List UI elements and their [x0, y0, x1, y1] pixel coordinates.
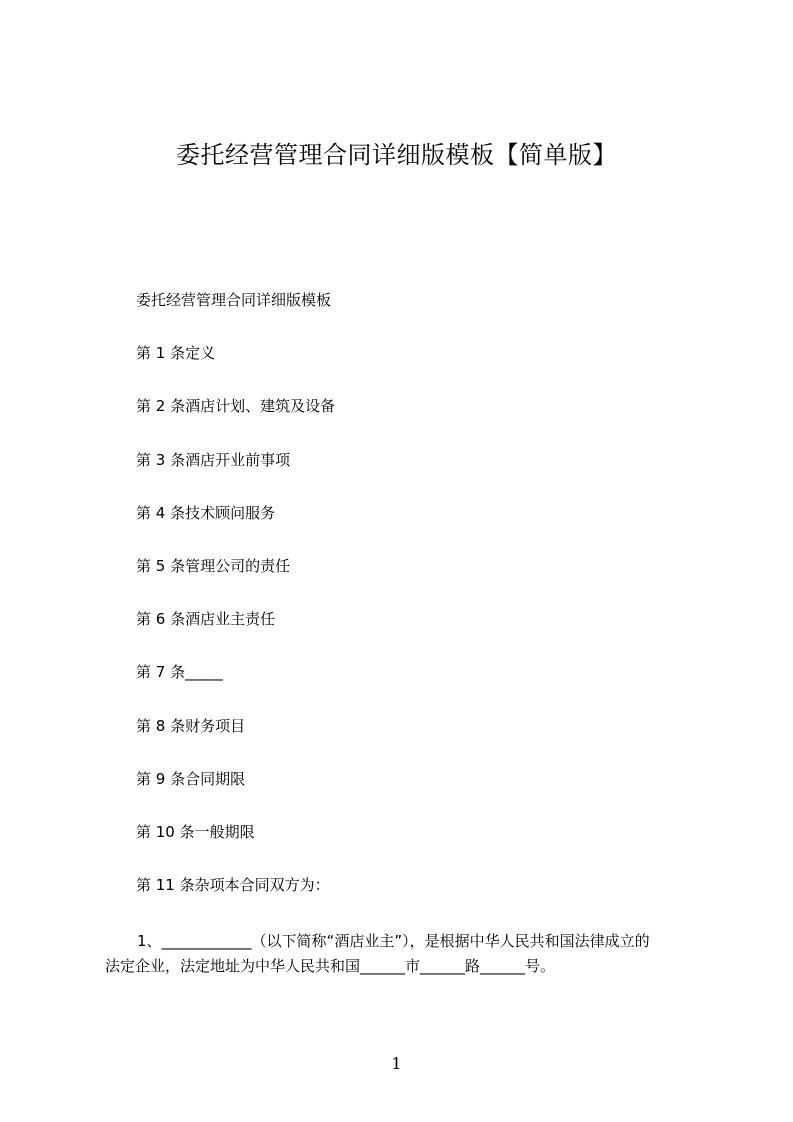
list-item: 委托经营管理合同详细版模板	[136, 291, 332, 309]
list-item: 第 4 条技术顾问服务	[136, 503, 276, 522]
list-item: 第 5 条管理公司的责任	[136, 556, 291, 575]
list-item: 第 3 条酒店开业前事项	[136, 450, 291, 469]
list-item: 第 7 条_____	[136, 663, 223, 682]
paragraph-line: 法定企业，法定地址为中华人民共和国______市______路______号。	[105, 957, 556, 975]
page-number: 1	[391, 1054, 402, 1073]
list-item: 第 10 条一般期限	[136, 822, 255, 841]
page-title: 委托经营管理合同详细版模板【简单版】	[176, 141, 617, 169]
list-item: 第 2 条酒店计划、建筑及设备	[136, 397, 336, 416]
contents-list	[136, 287, 335, 925]
list-item: 第 11 条杂项本合同双方为：	[136, 876, 330, 895]
list-item: 第 1 条定义	[136, 344, 216, 363]
list-item: 第 6 条酒店业主责任	[136, 610, 276, 629]
list-item: 第 8 条财务项目	[136, 716, 246, 735]
party-paragraph	[105, 929, 695, 979]
list-item: 第 9 条合同期限	[136, 769, 246, 788]
paragraph-line: 1、____________（以下简称“酒店业主”），是根据中华人民共和国法律成立的	[137, 932, 650, 950]
